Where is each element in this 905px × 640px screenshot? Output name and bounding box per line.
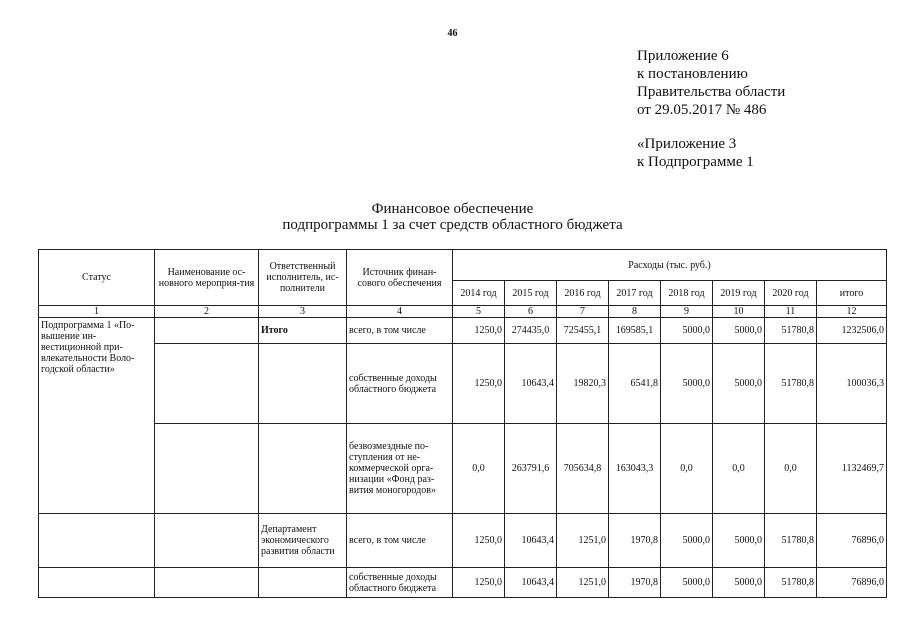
value-cell: 169585,1 [609, 318, 661, 344]
measure-cell [155, 318, 259, 344]
table-row [39, 424, 887, 514]
col-number: 11 [765, 306, 817, 318]
header-year: 2016 год [557, 281, 609, 306]
finance-table [38, 249, 887, 598]
appendix-line: от 29.05.2017 № 486 [637, 102, 767, 118]
value-cell: 0,0 [765, 424, 817, 514]
value-cell: 19820,3 [557, 344, 609, 424]
column-number-row [39, 306, 887, 318]
value-cell: 1250,0 [453, 514, 505, 568]
header-year: 2019 год [713, 281, 765, 306]
col-number: 7 [557, 306, 609, 318]
value-cell: 163043,3 [609, 424, 661, 514]
value-cell: 5000,0 [713, 568, 765, 598]
value-cell: 76896,0 [817, 514, 887, 568]
table-row [39, 568, 887, 598]
executor-cell [259, 344, 347, 424]
value-cell: 76896,0 [817, 568, 887, 598]
value-cell: 0,0 [661, 424, 713, 514]
value-cell: 100036,3 [817, 344, 887, 424]
header-year: 2014 год [453, 281, 505, 306]
measure-cell [155, 568, 259, 598]
value-cell: 1251,0 [557, 568, 609, 598]
col-number: 3 [259, 306, 347, 318]
value-cell: 10643,4 [505, 568, 557, 598]
appendix-line: к Подпрограмме 1 [637, 154, 754, 170]
executor-cell: Итого [259, 318, 347, 344]
value-cell: 0,0 [713, 424, 765, 514]
value-cell: 10643,4 [505, 514, 557, 568]
value-cell: 1250,0 [453, 344, 505, 424]
col-number: 2 [155, 306, 259, 318]
value-cell: 263791,6 [505, 424, 557, 514]
value-cell: 5000,0 [661, 568, 713, 598]
value-cell: 5000,0 [713, 514, 765, 568]
measure-cell [155, 514, 259, 568]
executor-cell [259, 568, 347, 598]
col-number: 6 [505, 306, 557, 318]
appendix-line: Правительства области [637, 84, 786, 100]
col-number: 4 [347, 306, 453, 318]
value-cell: 5000,0 [713, 318, 765, 344]
header-year: 2020 год [765, 281, 817, 306]
header-year: 2018 год [661, 281, 713, 306]
status-cell: Подпрограмма 1 «По-вышение ин-вестиционной при-влекательности Воло-годской области» [39, 318, 155, 514]
appendix-block [637, 47, 785, 171]
value-cell: 5000,0 [661, 514, 713, 568]
header-year: 2017 год [609, 281, 661, 306]
header-measure: Наименование ос-новного мероприя-тия [155, 250, 259, 306]
executor-cell [259, 424, 347, 514]
col-number: 8 [609, 306, 661, 318]
document-title [0, 201, 905, 233]
value-cell: 51780,8 [765, 514, 817, 568]
appendix-line: «Приложение 3 [637, 136, 737, 152]
col-number: 5 [453, 306, 505, 318]
title-line: Финансовое обеспечение [371, 201, 534, 217]
col-number: 10 [713, 306, 765, 318]
value-cell: 6541,8 [609, 344, 661, 424]
value-cell: 5000,0 [661, 318, 713, 344]
source-cell: всего, в том числе [347, 318, 453, 344]
header-executor: Ответственный исполнитель, ис-полнители [259, 250, 347, 306]
header-row [39, 250, 887, 281]
source-cell: безвозмездные по-ступления от не-коммерческой орга-низации «Фонд раз-вития моногородов» [347, 424, 453, 514]
title-line: подпрограммы 1 за счет средств областного бюджета [282, 217, 623, 233]
value-cell: 274435,0 [505, 318, 557, 344]
status-cell [39, 514, 155, 568]
header-source: Источник финан-сового обеспечения [347, 250, 453, 306]
header-year: 2015 год [505, 281, 557, 306]
table-row [39, 514, 887, 568]
col-number: 12 [817, 306, 887, 318]
value-cell: 0,0 [453, 424, 505, 514]
col-number: 1 [39, 306, 155, 318]
source-cell: собственные доходы областного бюджета [347, 568, 453, 598]
header-expenses: Расходы (тыс. руб.) [453, 250, 887, 281]
value-cell: 1970,8 [609, 568, 661, 598]
value-cell: 1132469,7 [817, 424, 887, 514]
value-cell: 51780,8 [765, 568, 817, 598]
appendix-line: Приложение 6 [637, 48, 729, 64]
table-row [39, 344, 887, 424]
executor-cell: Департамент экономического развития области [259, 514, 347, 568]
value-cell: 1251,0 [557, 514, 609, 568]
measure-cell [155, 344, 259, 424]
value-cell: 51780,8 [765, 318, 817, 344]
value-cell: 5000,0 [713, 344, 765, 424]
value-cell: 5000,0 [661, 344, 713, 424]
col-number: 9 [661, 306, 713, 318]
value-cell: 1232506,0 [817, 318, 887, 344]
value-cell: 1250,0 [453, 318, 505, 344]
value-cell: 1970,8 [609, 514, 661, 568]
source-cell: всего, в том числе [347, 514, 453, 568]
status-cell [39, 568, 155, 598]
measure-cell [155, 424, 259, 514]
header-status: Статус [39, 250, 155, 306]
value-cell: 1250,0 [453, 568, 505, 598]
table-row [39, 318, 887, 344]
page-number: 46 [447, 28, 458, 39]
value-cell: 725455,1 [557, 318, 609, 344]
source-cell: собственные доходы областного бюджета [347, 344, 453, 424]
value-cell: 10643,4 [505, 344, 557, 424]
header-total: итого [817, 281, 887, 306]
appendix-line: к постановлению [637, 66, 748, 82]
value-cell: 51780,8 [765, 344, 817, 424]
value-cell: 705634,8 [557, 424, 609, 514]
